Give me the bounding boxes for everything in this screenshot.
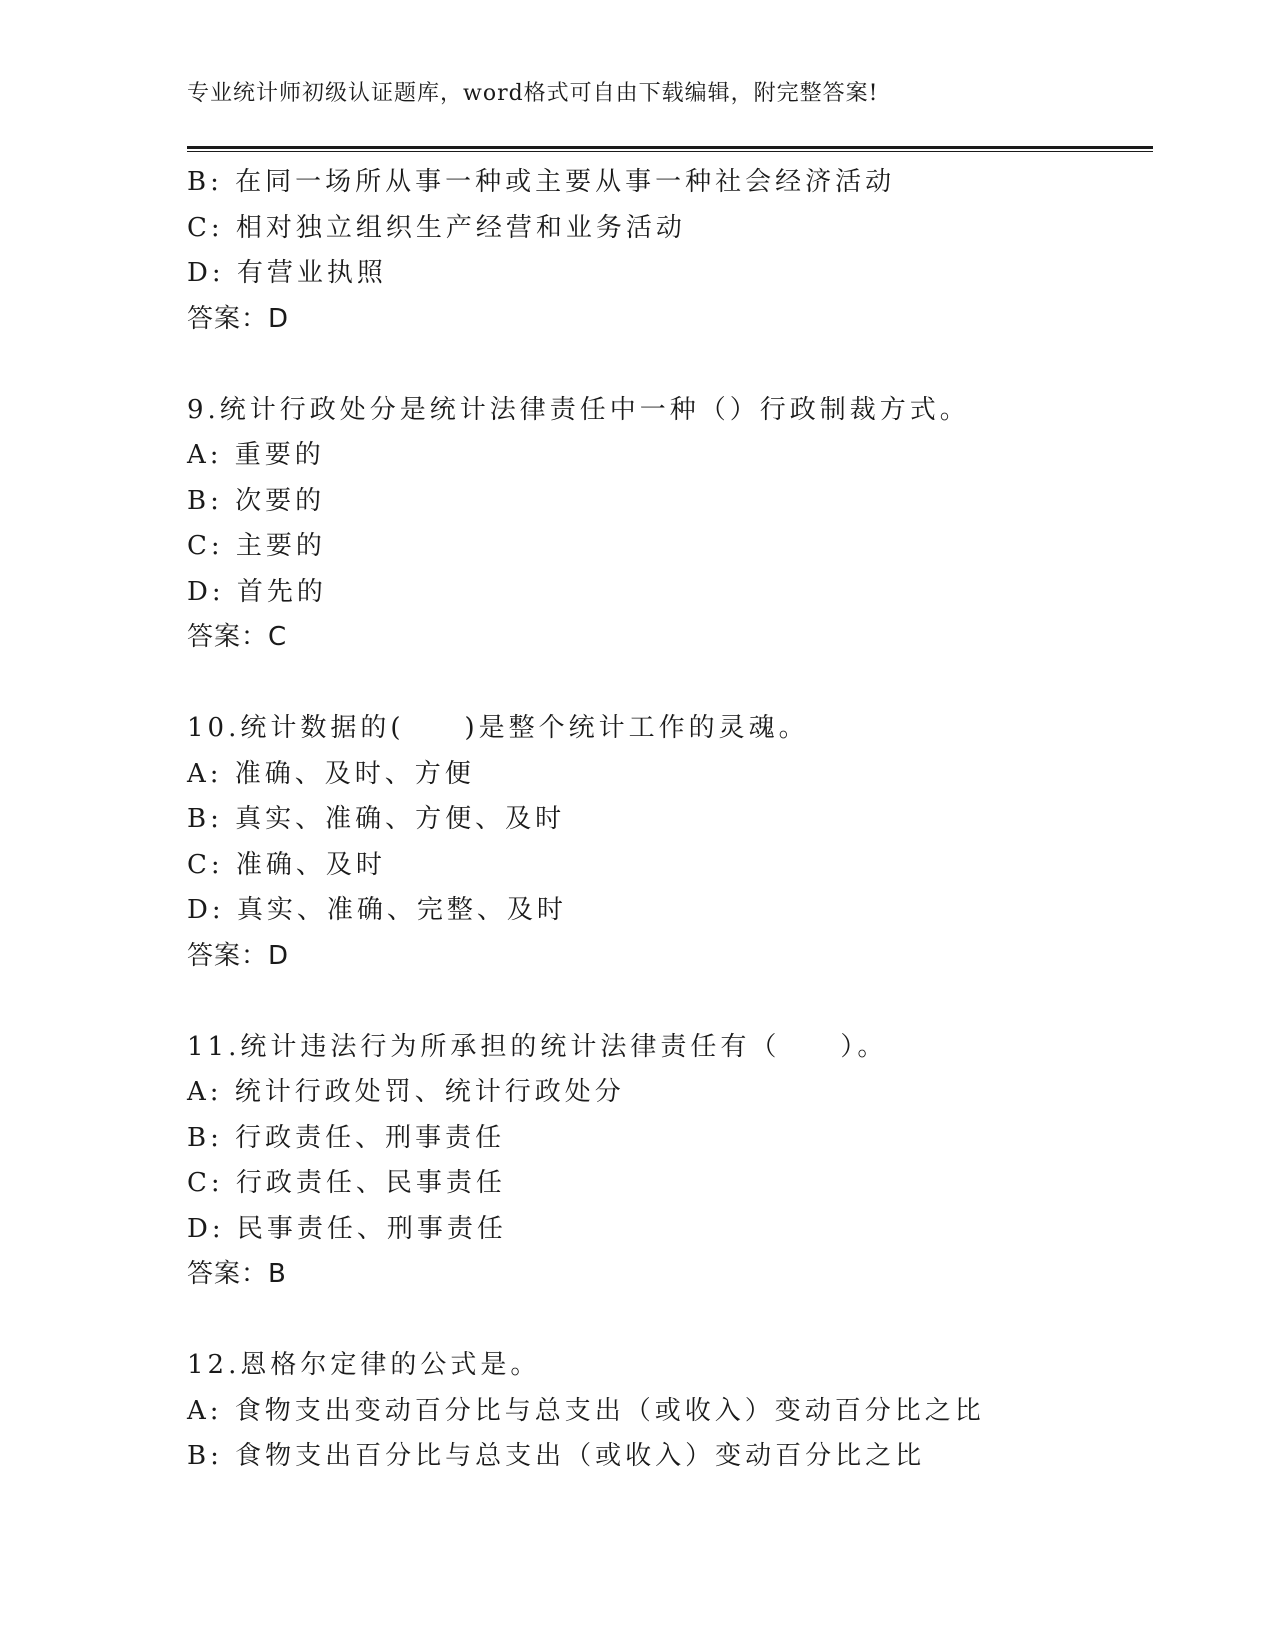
question-text: 10.统计数据的( )是整个统计工作的灵魂。 [187, 713, 809, 743]
option-line: B: 次要的 [187, 485, 326, 516]
option-line: B: 行政责任、刑事责任 [187, 1122, 506, 1153]
question-text: 9.统计行政处分是统计法律责任中一种（）行政制裁方式。 [187, 394, 970, 425]
answer-line: 答案：D [187, 940, 290, 971]
question-text: 11.统计违法行为所承担的统计法律责任有（ ）。 [187, 1031, 888, 1062]
option-line: D: 真实、准确、完整、及时 [187, 895, 567, 925]
answer-line: 答案：D [187, 303, 290, 334]
option-line: A: 重要的 [187, 440, 325, 470]
header-rule-thick [187, 146, 1153, 149]
option-line: A: 准确、及时、方便 [187, 758, 475, 789]
option-line: A: 统计行政处罚、统计行政处分 [187, 1077, 625, 1107]
option-line: A: 食物支出变动百分比与总支出（或收入）变动百分比之比 [187, 1395, 985, 1426]
header-rule-thin [187, 151, 1153, 152]
answer-line: 答案：C [187, 622, 288, 652]
option-line: B: 在同一场所从事一种或主要从事一种社会经济活动 [187, 167, 896, 197]
answer-line: 答案：B [187, 1259, 287, 1289]
option-line: D: 有营业执照 [187, 258, 387, 288]
option-line: C: 准确、及时 [187, 849, 386, 880]
option-line: C: 行政责任、民事责任 [187, 1168, 506, 1198]
option-line: D: 民事责任、刑事责任 [187, 1213, 507, 1244]
option-line: B: 真实、准确、方便、及时 [187, 804, 566, 834]
question-content [187, 160, 1147, 1480]
option-line: C: 相对独立组织生产经营和业务活动 [187, 212, 686, 243]
option-line: C: 主要的 [187, 531, 326, 561]
question-text: 12.恩格尔定律的公式是。 [187, 1350, 541, 1380]
option-line: B: 食物支出百分比与总支出（或收入）变动百分比之比 [187, 1441, 926, 1471]
option-line: D: 首先的 [187, 576, 327, 607]
page-header: 专业统计师初级认证题库，word格式可自由下载编辑，附完整答案! [187, 81, 879, 106]
